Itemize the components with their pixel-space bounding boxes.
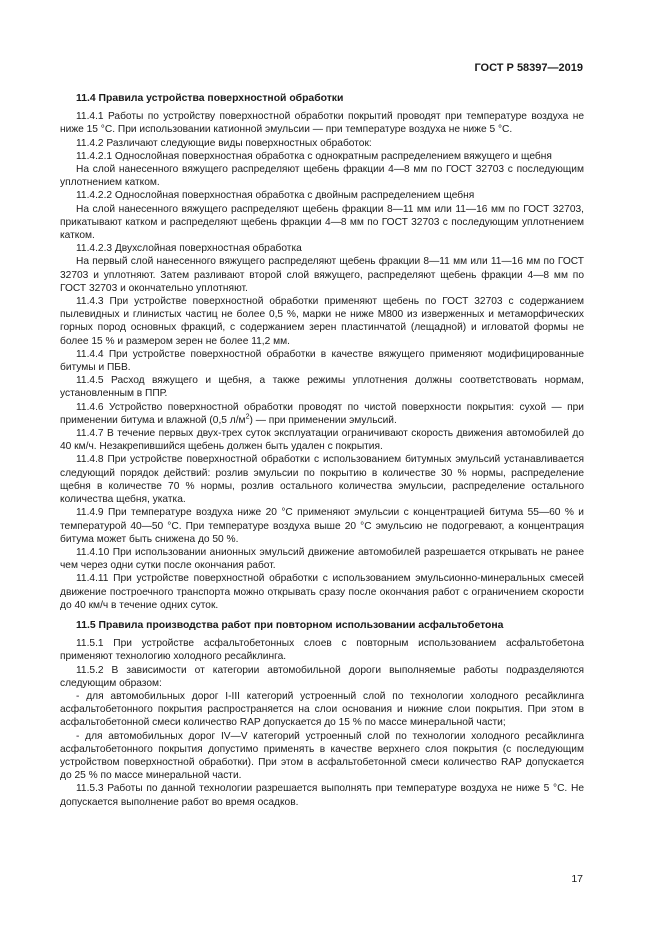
paragraph: 11.4.9 При температуре воздуха ниже 20 °С применяют эмульсии с концентрацией битума 55—60 % и температурой 40—50 °С. При температуре воздуха выше 20 °С эмульсию не подогревают, а концентрация битума может быть снижена до 50 %. <box>60 507 584 545</box>
list-item: - для автомобильных дорог IV—V категорий устроенный слой по технологии холодного ресайклинга асфальтобетонного покрытия допустимо применять в качестве верхнего слоя покрытия (с последующим устройством поверхностной обработки). При этом в асфальтобетонной смеси количество RAP допускается до 25 % по массе минеральной части. <box>60 730 584 782</box>
paragraph: 11.4.7 В течение первых двух-трех суток эксплуатации ограничивают скорость движения автомобилей до 40 км/ч. Незакрепившийся щебень должен быть удален с покрытия. <box>60 428 584 453</box>
paragraph: 11.5.1 При устройстве асфальтобетонных слоев с повторным использованием асфальтобетона применяют технологию холодного ресайклинга. <box>60 638 584 663</box>
paragraph: 11.4.2.2 Однослойная поверхностная обработка с двойным распределением щебня <box>76 190 475 202</box>
superscript: 2 <box>245 413 250 421</box>
paragraph: 11.4.2.1 Однослойная поверхностная обработка с однократным распределением вяжущего и щебня <box>76 150 552 162</box>
page-number: 17 <box>571 873 583 885</box>
paragraph: На первый слой нанесенного вяжущего распределяют щебень фракции 8—11 мм или 11—16 мм по ГОСТ 32703 и уплотняют. Затем разливают второй слой вяжущего, распределяют щебень фракции 4—8 мм по ГОСТ 32703 и окончательно уплотняют. <box>60 256 584 294</box>
section-heading-11-5: 11.5 Правила производства работ при повторном использовании асфальтобетона <box>76 619 504 631</box>
paragraph: 11.5.2 В зависимости от категории автомобильной дороги выполняемые работы подразделяются следующим образом: <box>60 664 584 689</box>
paragraph: 11.5.3 Работы по данной технологии разрешается выполнять при температуре воздуха не ниже 5 °С. Не допускается выполнение работ во время осадков. <box>60 783 584 808</box>
paragraph: На слой нанесенного вяжущего распределяют щебень фракции 4—8 мм по ГОСТ 32703 с последующим уплотнением катком. <box>60 164 584 189</box>
paragraph: На слой нанесенного вяжущего распределяют щебень фракции 8—11 мм или 11—16 мм по ГОСТ 32703, прикатывают катком и распределяют щебень фракции 4—8 мм по ГОСТ 32703 с последующим уплотнением катком. <box>60 203 584 242</box>
paragraph: 11.4.4 При устройстве поверхностной обработки в качестве вяжущего применяют модифицированные битумы и ПБВ. <box>60 348 584 374</box>
paragraph: 11.4.3 При устройстве поверхностной обработки применяют щебень по ГОСТ 32703 с содержанием пылевидных и глинистых частиц не более 0,5 %, марки не ниже М800 из изверженных и метаморфических горных пород основных фракций, с содержанием зерен пластинчатой (лещадной) и игловатой формы не более 15 % и размером зерен не более 11,2 мм. <box>60 296 584 347</box>
paragraph: 11.4.10 При использовании анионных эмульсий движение автомобилей разрешается открывать не ранее чем через одни сутки после окончания работ. <box>60 546 584 572</box>
paragraph: 11.4.1 Работы по устройству поверхностной обработки покрытий проводят при температуре воздуха не ниже 15 °С. При использовании катионной эмульсии — при температуре воздуха не ниже 5 °С. <box>60 111 584 136</box>
paragraph: 11.4.8 При устройстве поверхностной обработки с использованием битумных эмульсий устанавливается следующий порядок действий: розлив эмульсии по покрытию в количестве 30 % нормы, распределение щебня в количестве 70 % нормы, розлив остального количества эмульсии, распределение остального количества щебня, укатка. <box>60 454 584 506</box>
section-heading-11-4: 11.4 Правила устройства поверхностной обработки <box>76 93 344 104</box>
paragraph <box>60 401 584 427</box>
document-body <box>60 92 584 809</box>
paragraph: 11.4.5 Расход вяжущего и щебня, а также режимы уплотнения должны соответствовать нормам, установленным в ППР. <box>60 375 584 400</box>
paragraph: 11.4.2 Различают следующие виды поверхностных обработок: <box>76 137 372 149</box>
paragraph: 11.4.11 При устройстве поверхностной обработки с использованием эмульсионно-минеральных смесей движение построечного транспорта можно открывать сразу после окончания работ с ограничением скорости до 40 км/ч в течение одних суток. <box>60 573 584 611</box>
paragraph: 11.4.2.3 Двухслойная поверхностная обработка <box>76 243 302 255</box>
paragraph-text: ) — при применении эмульсий. <box>249 414 397 426</box>
document-id: ГОСТ Р 58397—2019 <box>474 62 583 74</box>
list-item: - для автомобильных дорог I-III категорий устроенный слой по технологии холодного ресайклинга асфальтобетонного покрытия распространяется на слои основания и нижние слои покрытия. При этом в асфальтобетонной смеси количество RAP допускается до 15 % по массе минеральной части; <box>60 690 584 729</box>
paragraph-text: 11.4.6 Устройство поверхностной обработки проводят по чистой поверхности покрытия: сухой — при применении битума и влажной (0,5 л/м <box>60 401 584 426</box>
